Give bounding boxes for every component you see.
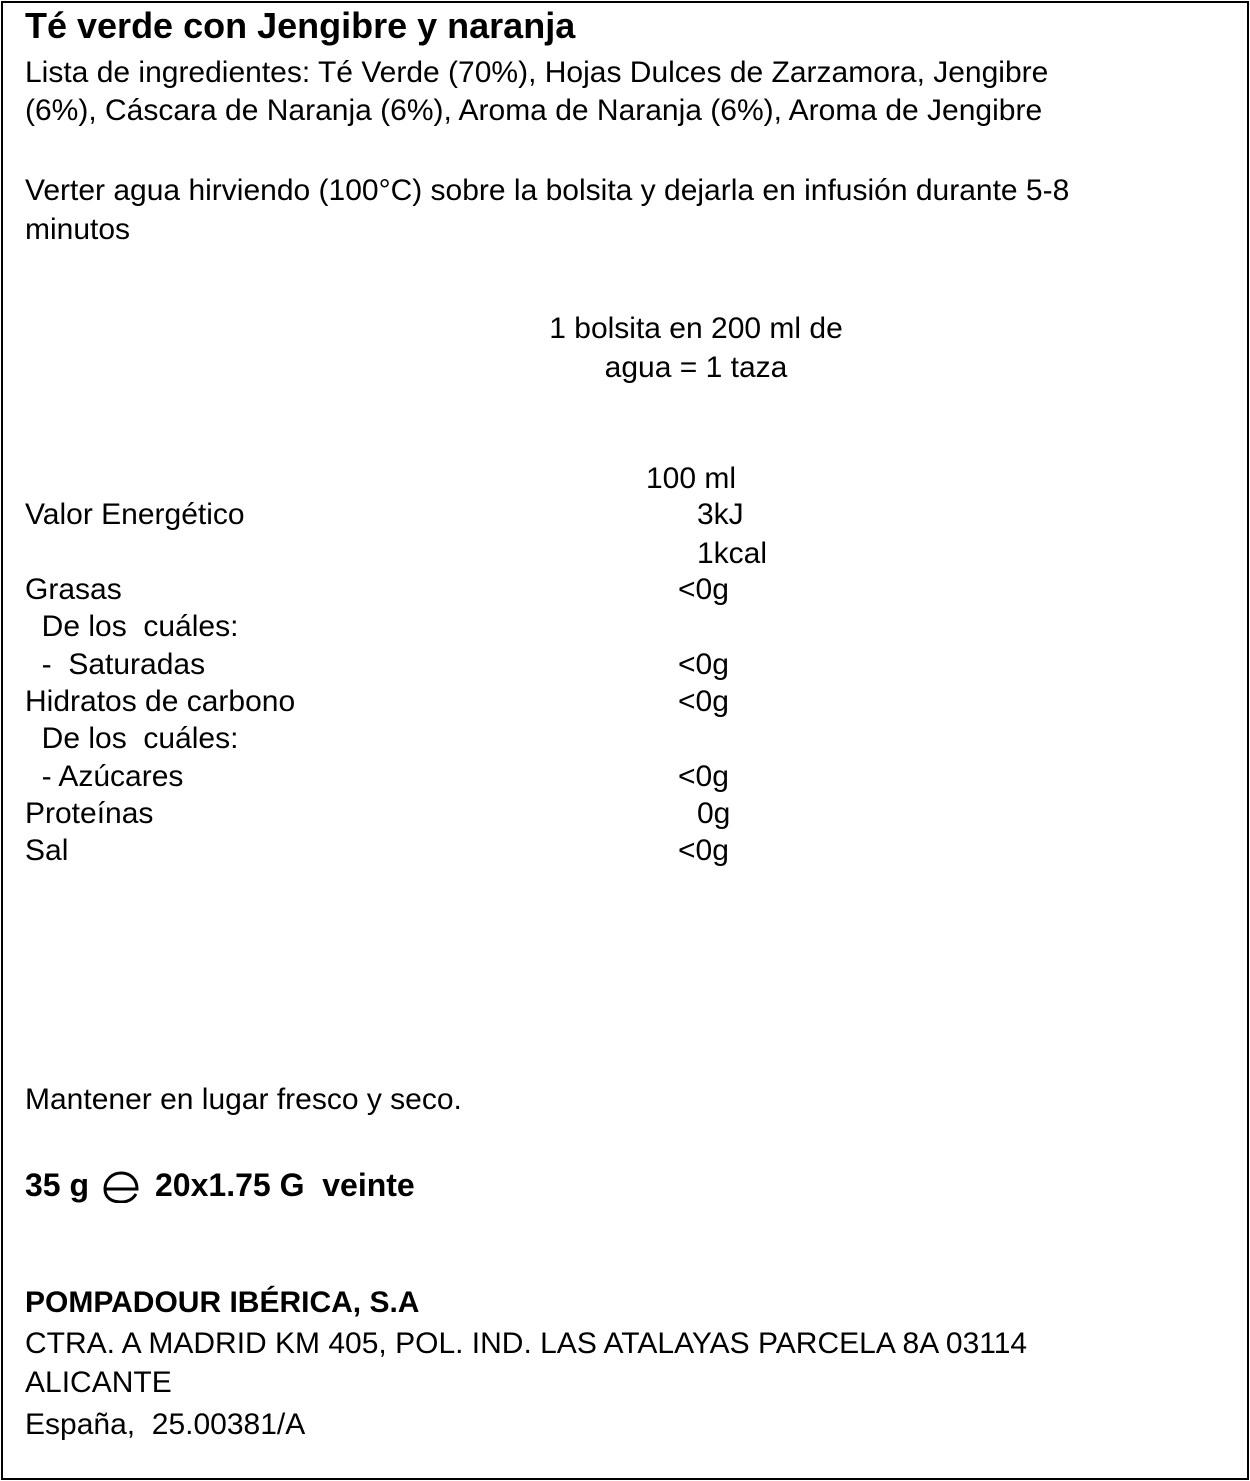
serving-line-1: 1 bolsita en 200 ml de xyxy=(549,312,843,345)
product-title: Té verde con Jengibre y naranja xyxy=(25,5,576,46)
nutrition-row-label: Grasas xyxy=(25,573,122,606)
net-weight: 35 g xyxy=(25,1167,90,1203)
ingredients-line-1: Lista de ingredientes: Té Verde (70%), Hojas Dulces de Zarzamora, Jengibre xyxy=(25,56,1049,89)
nutrition-column-header: 100 ml xyxy=(646,462,737,495)
net-weight-detail: 20x1.75 G veinte xyxy=(155,1167,415,1203)
nutrition-row-label: Proteínas xyxy=(25,797,154,830)
nutrition-row-value: <0g xyxy=(678,834,729,867)
nutrition-row-value: 3kJ xyxy=(697,498,744,531)
nutrition-row-label: Hidratos de carbono xyxy=(25,685,296,718)
nutrition-row-value: 0g xyxy=(697,797,731,830)
ingredients-line-2: (6%), Cáscara de Naranja (6%), Aroma de Naranja (6%), Aroma de Jengibre xyxy=(25,94,1043,127)
nutrition-row-label: Sal xyxy=(25,834,69,867)
storage-instructions: Mantener en lugar fresco y seco. xyxy=(25,1083,462,1116)
company-country-registration: España, 25.00381/A xyxy=(25,1408,306,1441)
company-address-line-2: ALICANTE xyxy=(25,1366,172,1399)
nutrition-row-label: - Azúcares xyxy=(25,760,184,793)
nutrition-row-label: De los cuáles: xyxy=(25,722,239,755)
nutrition-row-value: <0g xyxy=(678,648,729,681)
serving-line-2: agua = 1 taza xyxy=(604,351,788,384)
preparation-line-1: Verter agua hirviendo (100°C) sobre la bolsita y dejarla en infusión durante 5-8 xyxy=(25,174,1070,207)
nutrition-row-value: <0g xyxy=(678,685,729,718)
nutrition-row-label: - Saturadas xyxy=(25,648,206,681)
nutrition-row-label: Valor Energético xyxy=(25,498,245,531)
nutrition-row-value: <0g xyxy=(678,573,729,606)
nutrition-row-label: De los cuáles: xyxy=(25,610,239,643)
company-name: POMPADOUR IBÉRICA, S.A xyxy=(25,1286,420,1319)
e-mark-icon xyxy=(102,1167,142,1203)
company-address-line-1: CTRA. A MADRID KM 405, POL. IND. LAS ATALAYAS PARCELA 8A 03114 xyxy=(25,1327,1028,1360)
preparation-line-2: minutos xyxy=(25,213,131,246)
nutrition-row-value: 1kcal xyxy=(697,537,768,570)
nutrition-row-value: <0g xyxy=(678,760,729,793)
